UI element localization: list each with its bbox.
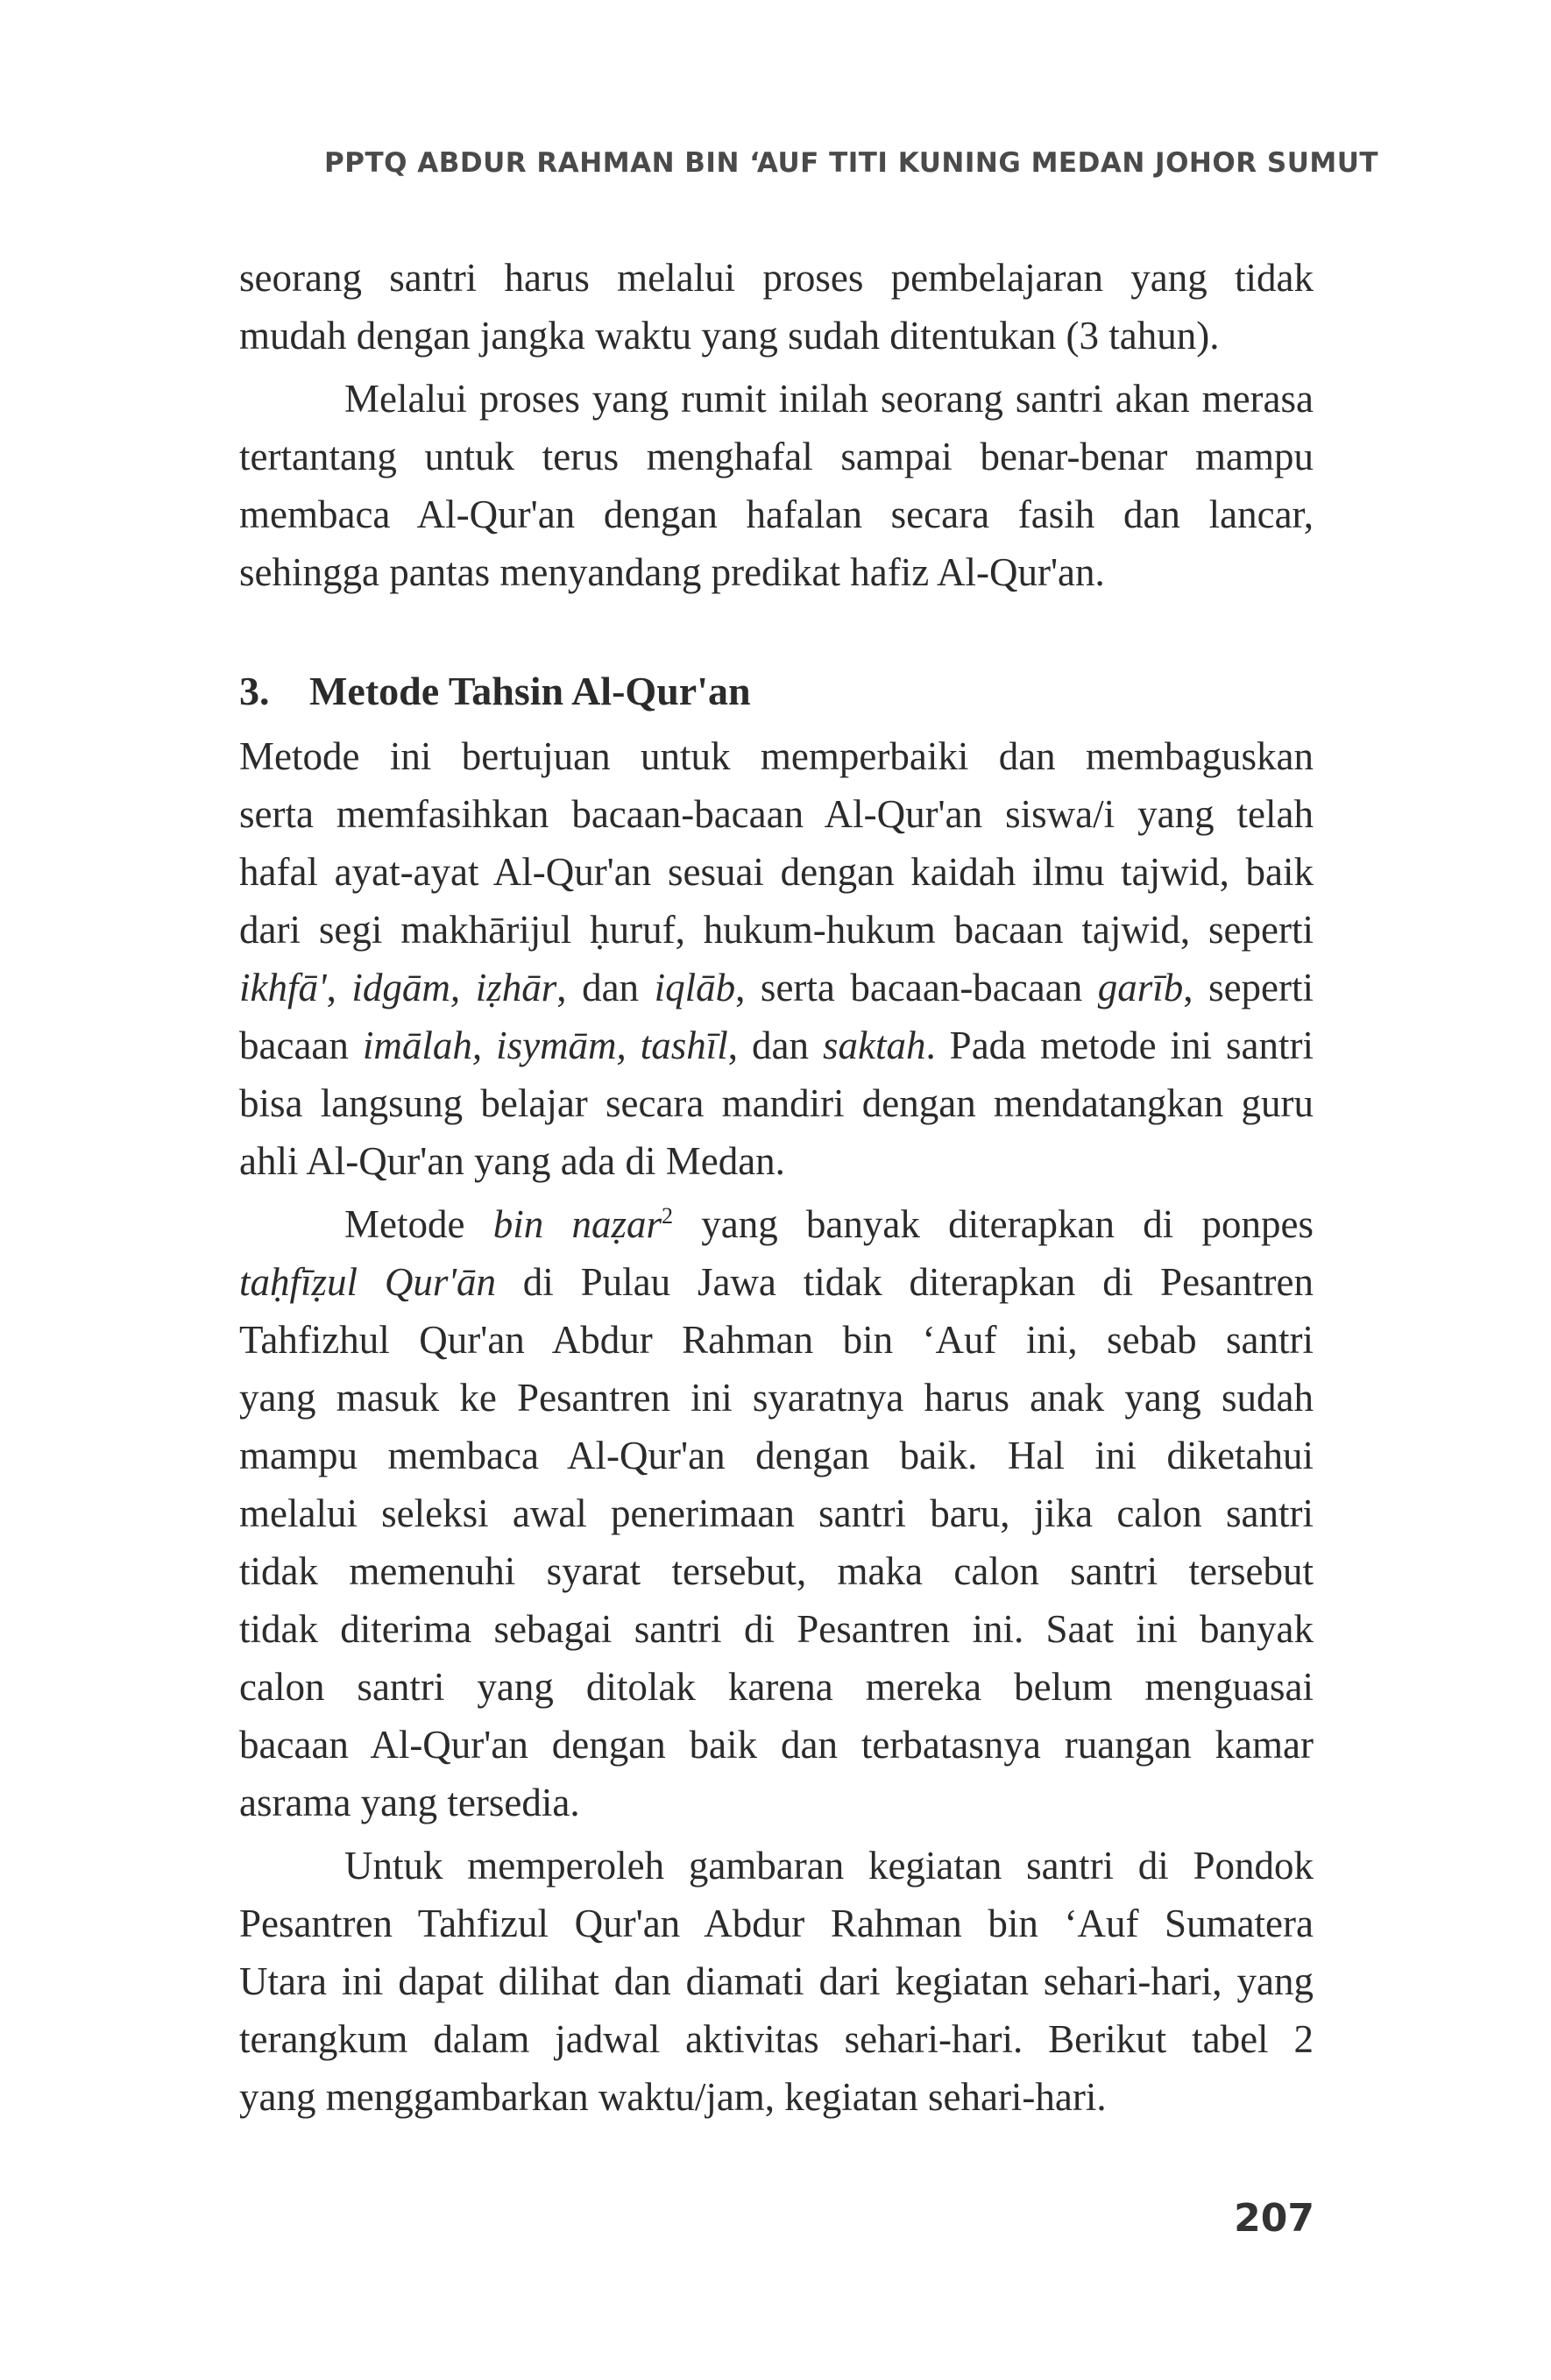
text-run: , dan	[556, 966, 655, 1009]
italic-term: idgām,	[351, 966, 461, 1009]
italic-term: bin naẓar	[492, 1202, 662, 1246]
paragraph-line: tidak memenuhi syarat tersebut, maka calon santri tersebut	[239, 1549, 1314, 1593]
italic-term: saktah	[822, 1024, 926, 1067]
paragraph-line: ahli Al-Qur'an yang ada di Medan.	[239, 1139, 785, 1183]
text-run: , serta bacaan-bacaan	[735, 966, 1098, 1009]
paragraph-line: tertantang untuk terus menghafal sampai benar-benar mampu	[239, 435, 1314, 478]
paragraph-line: yang masuk ke Pesantren ini syaratnya harus anak yang sudah	[239, 1376, 1314, 1420]
text-run: Metode	[344, 1202, 493, 1246]
italic-term: ikhfā'	[239, 966, 327, 1009]
text-run: ,	[326, 966, 352, 1009]
paragraph-line: seorang santri harus melalui proses pembelajaran yang tidak	[239, 256, 1314, 300]
page-number: 207	[1234, 2196, 1314, 2241]
paragraph-line: Melalui proses yang rumit inilah seorang santri akan merasa	[344, 377, 1314, 421]
section-number: 3.	[239, 669, 270, 713]
paragraph-line	[239, 959, 1314, 1016]
paragraph-line: sehingga pantas menyandang predikat hafiz Al-Qur'an.	[239, 550, 1105, 594]
paragraph-line: asrama yang tersedia.	[239, 1781, 580, 1824]
italic-term: imālah, isymām, tashīl	[362, 1024, 728, 1067]
paragraph-line: dari segi makhārijul ḥuruf, hukum-hukum bacaan tajwid, seperti	[239, 908, 1314, 952]
paragraph-line: tidak diterima sebagai santri di Pesantren ini. Saat ini banyak	[239, 1607, 1314, 1651]
paragraph-line: membaca Al-Qur'an dengan hafalan secara fasih dan lancar,	[239, 492, 1314, 536]
paragraph-line: mampu membaca Al-Qur'an dengan baik. Hal ini diketahui	[239, 1434, 1314, 1477]
italic-term: iqlāb	[654, 966, 736, 1009]
paragraph-line: bacaan Al-Qur'an dengan baik dan terbatasnya ruangan kamar	[239, 1723, 1314, 1767]
paragraph-line: hafal ayat-ayat Al-Qur'an sesuai dengan kaidah ilmu tajwid, baik	[239, 850, 1314, 894]
paragraph-line: serta memfasihkan bacaan-bacaan Al-Qur'an siswa/i yang telah	[239, 792, 1314, 836]
section-heading	[239, 662, 751, 720]
paragraph-line: bisa langsung belajar secara mandiri dengan mendatangkan guru	[239, 1081, 1314, 1125]
paragraph-line: calon santri yang ditolak karena mereka belum menguasai	[239, 1665, 1314, 1709]
text-run	[460, 966, 476, 1009]
text-run: , dan	[727, 1024, 823, 1067]
paragraph-line: Tahfizhul Qur'an Abdur Rahman bin ‘Auf ini, sebab santri	[239, 1318, 1314, 1362]
paragraph-line: Metode ini bertujuan untuk memperbaiki dan membaguskan	[239, 734, 1314, 778]
italic-term: taḥfīẓul Qur'ān	[239, 1260, 496, 1304]
italic-term: iẓhār	[475, 966, 557, 1009]
text-run: . Pada metode ini santri	[925, 1024, 1314, 1067]
paragraph-line: mudah dengan jangka waktu yang sudah ditentukan (3 tahun).	[239, 314, 1220, 358]
running-header: PPTQ ABDUR RAHMAN BIN ‘AUF TITI KUNING MEDAN JOHOR SUMUT	[324, 147, 1379, 179]
paragraph-line	[239, 1253, 1314, 1311]
paragraph-line	[239, 1016, 1314, 1074]
text-run: bacaan	[239, 1024, 363, 1067]
text-run: di Pulau Jawa tidak diterapkan di Pesantren	[495, 1260, 1314, 1304]
paragraph-line: terangkum dalam jadwal aktivitas sehari-hari. Berikut tabel 2	[239, 2017, 1314, 2061]
paragraph-line: Untuk memperoleh gambaran kegiatan santri di Pondok	[344, 1844, 1314, 1888]
text-run: , seperti	[1183, 966, 1314, 1009]
paragraph-line: melalui seleksi awal penerimaan santri baru, jika calon santri	[239, 1491, 1314, 1535]
footnote-marker[interactable]: 2	[661, 1203, 673, 1229]
paragraph-line: Utara ini dapat dilihat dan diamati dari kegiatan sehari-hari, yang	[239, 1959, 1314, 2003]
paragraph-line: Pesantren Tahfizul Qur'an Abdur Rahman bin ‘Auf Sumatera	[239, 1902, 1314, 1945]
section-title: Metode Tahsin Al-Qur'an	[309, 669, 751, 713]
paragraph-line	[344, 1195, 1314, 1253]
italic-term: garīb	[1097, 966, 1184, 1009]
text-run: yang banyak diterapkan di ponpes	[672, 1202, 1314, 1246]
paragraph-line: yang menggambarkan waktu/jam, kegiatan sehari-hari.	[239, 2075, 1107, 2119]
